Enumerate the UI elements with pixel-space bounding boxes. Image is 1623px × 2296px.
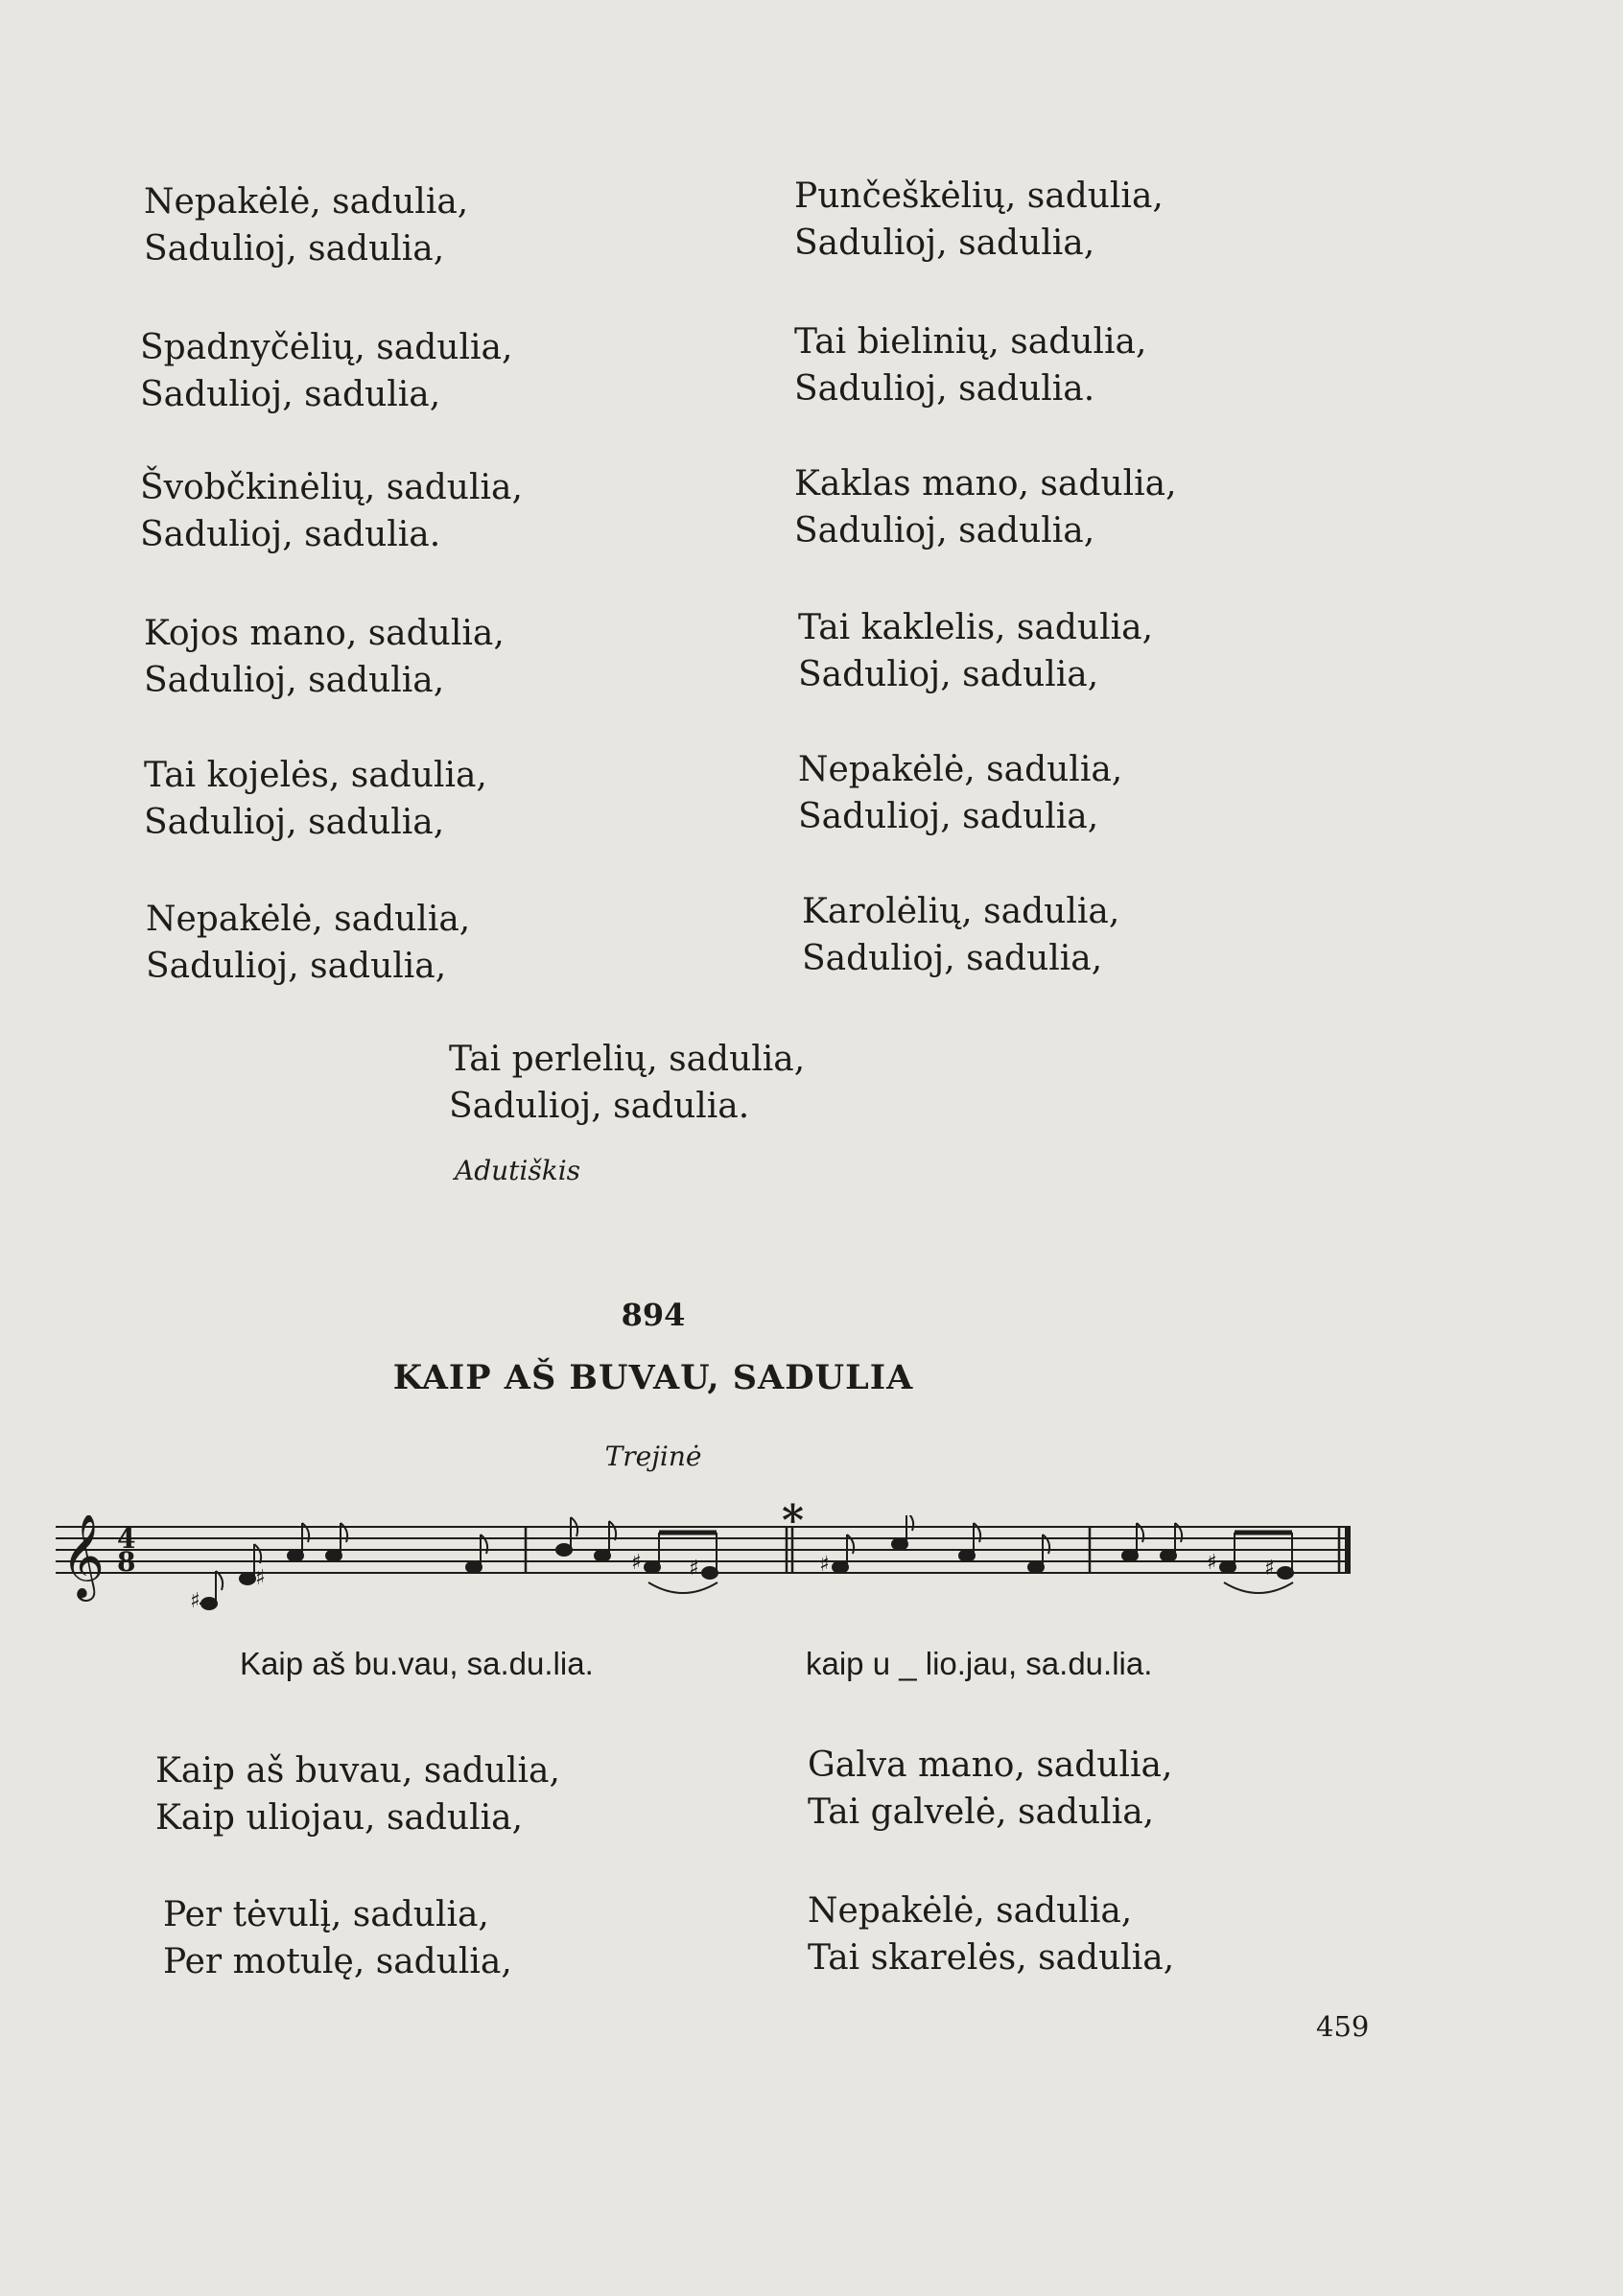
time-signature-top: 4: [117, 1523, 136, 1555]
stanza: [794, 460, 1177, 554]
verse-line: Sadulioj, sadulia,: [144, 229, 445, 269]
music-lyrics-right: kaip u _ lio.jau, sa.du.lia.: [806, 1646, 1153, 1681]
verse-line: Sadulioj, sadulia,: [798, 797, 1099, 836]
verse-line: Sadulioj, sadulia,: [798, 655, 1099, 694]
stanza: [146, 896, 470, 990]
treble-clef-icon: 𝄞: [61, 1515, 105, 1598]
verse-line: Nepakėlė, sadulia,: [808, 1891, 1133, 1931]
verse-line: Kaklas mano, sadulia,: [794, 464, 1177, 504]
stanza: [144, 178, 468, 272]
verse-line: Per tėvulį, sadulia,: [163, 1895, 489, 1934]
song-title: KAIP AŠ BUVAU, SADULIA: [392, 1358, 914, 1397]
verse-line: Nepakėlė, sadulia,: [798, 750, 1123, 789]
verse-line: Tai perlelių, sadulia,: [449, 1040, 806, 1079]
verse-line: Tai kaklelis, sadulia,: [798, 608, 1154, 647]
verse-line: Kaip uliojau, sadulia,: [155, 1798, 524, 1838]
sharp-icon: ♯: [1264, 1557, 1275, 1581]
time-signature-bottom: 8: [117, 1546, 136, 1578]
verse-line: Švobčkinėlių, sadulia,: [140, 468, 523, 507]
verse-line: Kojos mano, sadulia,: [144, 614, 505, 653]
music-staff: [56, 1515, 1360, 1640]
sharp-icon: ♯: [819, 1553, 830, 1577]
verse-line: Sadulioj, sadulia,: [144, 661, 445, 700]
verse-line: Spadnyčėlių, sadulia,: [140, 328, 513, 367]
verse-line: Nepakėlė, sadulia,: [144, 182, 469, 222]
verse-line: Sadulioj, sadulia,: [794, 223, 1095, 263]
page-number: 459: [1316, 2010, 1370, 2043]
music-lyrics-left: Kaip aš bu.vau, sa.du.lia.: [240, 1646, 594, 1681]
verse-line: Sadulioj, sadulia,: [140, 375, 441, 414]
place-attribution: Adutiškis: [455, 1155, 581, 1186]
verse-line: Kaip aš buvau, sadulia,: [155, 1751, 560, 1791]
sharp-icon: ♯: [689, 1557, 699, 1581]
sharp-icon: ♯: [255, 1566, 266, 1590]
stanza: [144, 610, 505, 704]
stanza: [798, 746, 1122, 840]
verse-line: Sadulioj, sadulia.: [140, 515, 441, 554]
verse-line: Tai kojelės, sadulia,: [144, 756, 487, 795]
sharp-icon: ♯: [631, 1551, 642, 1575]
verse-line: Galva mano, sadulia,: [808, 1745, 1173, 1785]
verse-line: Sadulioj, sadulia.: [794, 369, 1095, 409]
verse-line: Tai bielinių, sadulia,: [794, 322, 1147, 362]
stanza: [802, 888, 1119, 982]
stanza: [449, 1036, 805, 1130]
stanza: [798, 604, 1153, 698]
stanza: [144, 752, 487, 846]
stanza: [140, 464, 523, 558]
verse-line: Sadulioj, sadulia,: [802, 939, 1103, 978]
verse-line: Sadulioj, sadulia,: [144, 803, 445, 842]
stanza: [794, 173, 1164, 267]
stanza: [140, 324, 512, 418]
verse-line: Punčeškėlių, sadulia,: [794, 176, 1164, 216]
verse-line: Sadulioj, sadulia.: [449, 1087, 750, 1126]
sharp-icon: ♯: [1207, 1551, 1217, 1575]
stanza: [808, 1742, 1172, 1836]
song-genre: Trejinė: [604, 1441, 702, 1472]
song-number: 894: [621, 1297, 686, 1333]
sharp-icon: ♯: [190, 1589, 200, 1613]
verse-line: Sadulioj, sadulia,: [146, 947, 447, 986]
notes: [190, 1515, 1293, 1613]
final-barline: [1345, 1527, 1351, 1573]
verse-line: Tai galvelė, sadulia,: [808, 1792, 1155, 1832]
stanza: [808, 1887, 1174, 1981]
verse-line: Tai skarelės, sadulia,: [808, 1938, 1175, 1978]
stanza: [155, 1747, 560, 1841]
stanza: [794, 318, 1146, 412]
verse-line: Sadulioj, sadulia,: [794, 511, 1095, 551]
verse-line: Nepakėlė, sadulia,: [146, 900, 471, 939]
verse-line: Per motulę, sadulia,: [163, 1942, 512, 1981]
asterisk-mark: *: [782, 1496, 805, 1545]
stanza: [163, 1891, 512, 1985]
verse-line: Karolėlių, sadulia,: [802, 892, 1120, 931]
